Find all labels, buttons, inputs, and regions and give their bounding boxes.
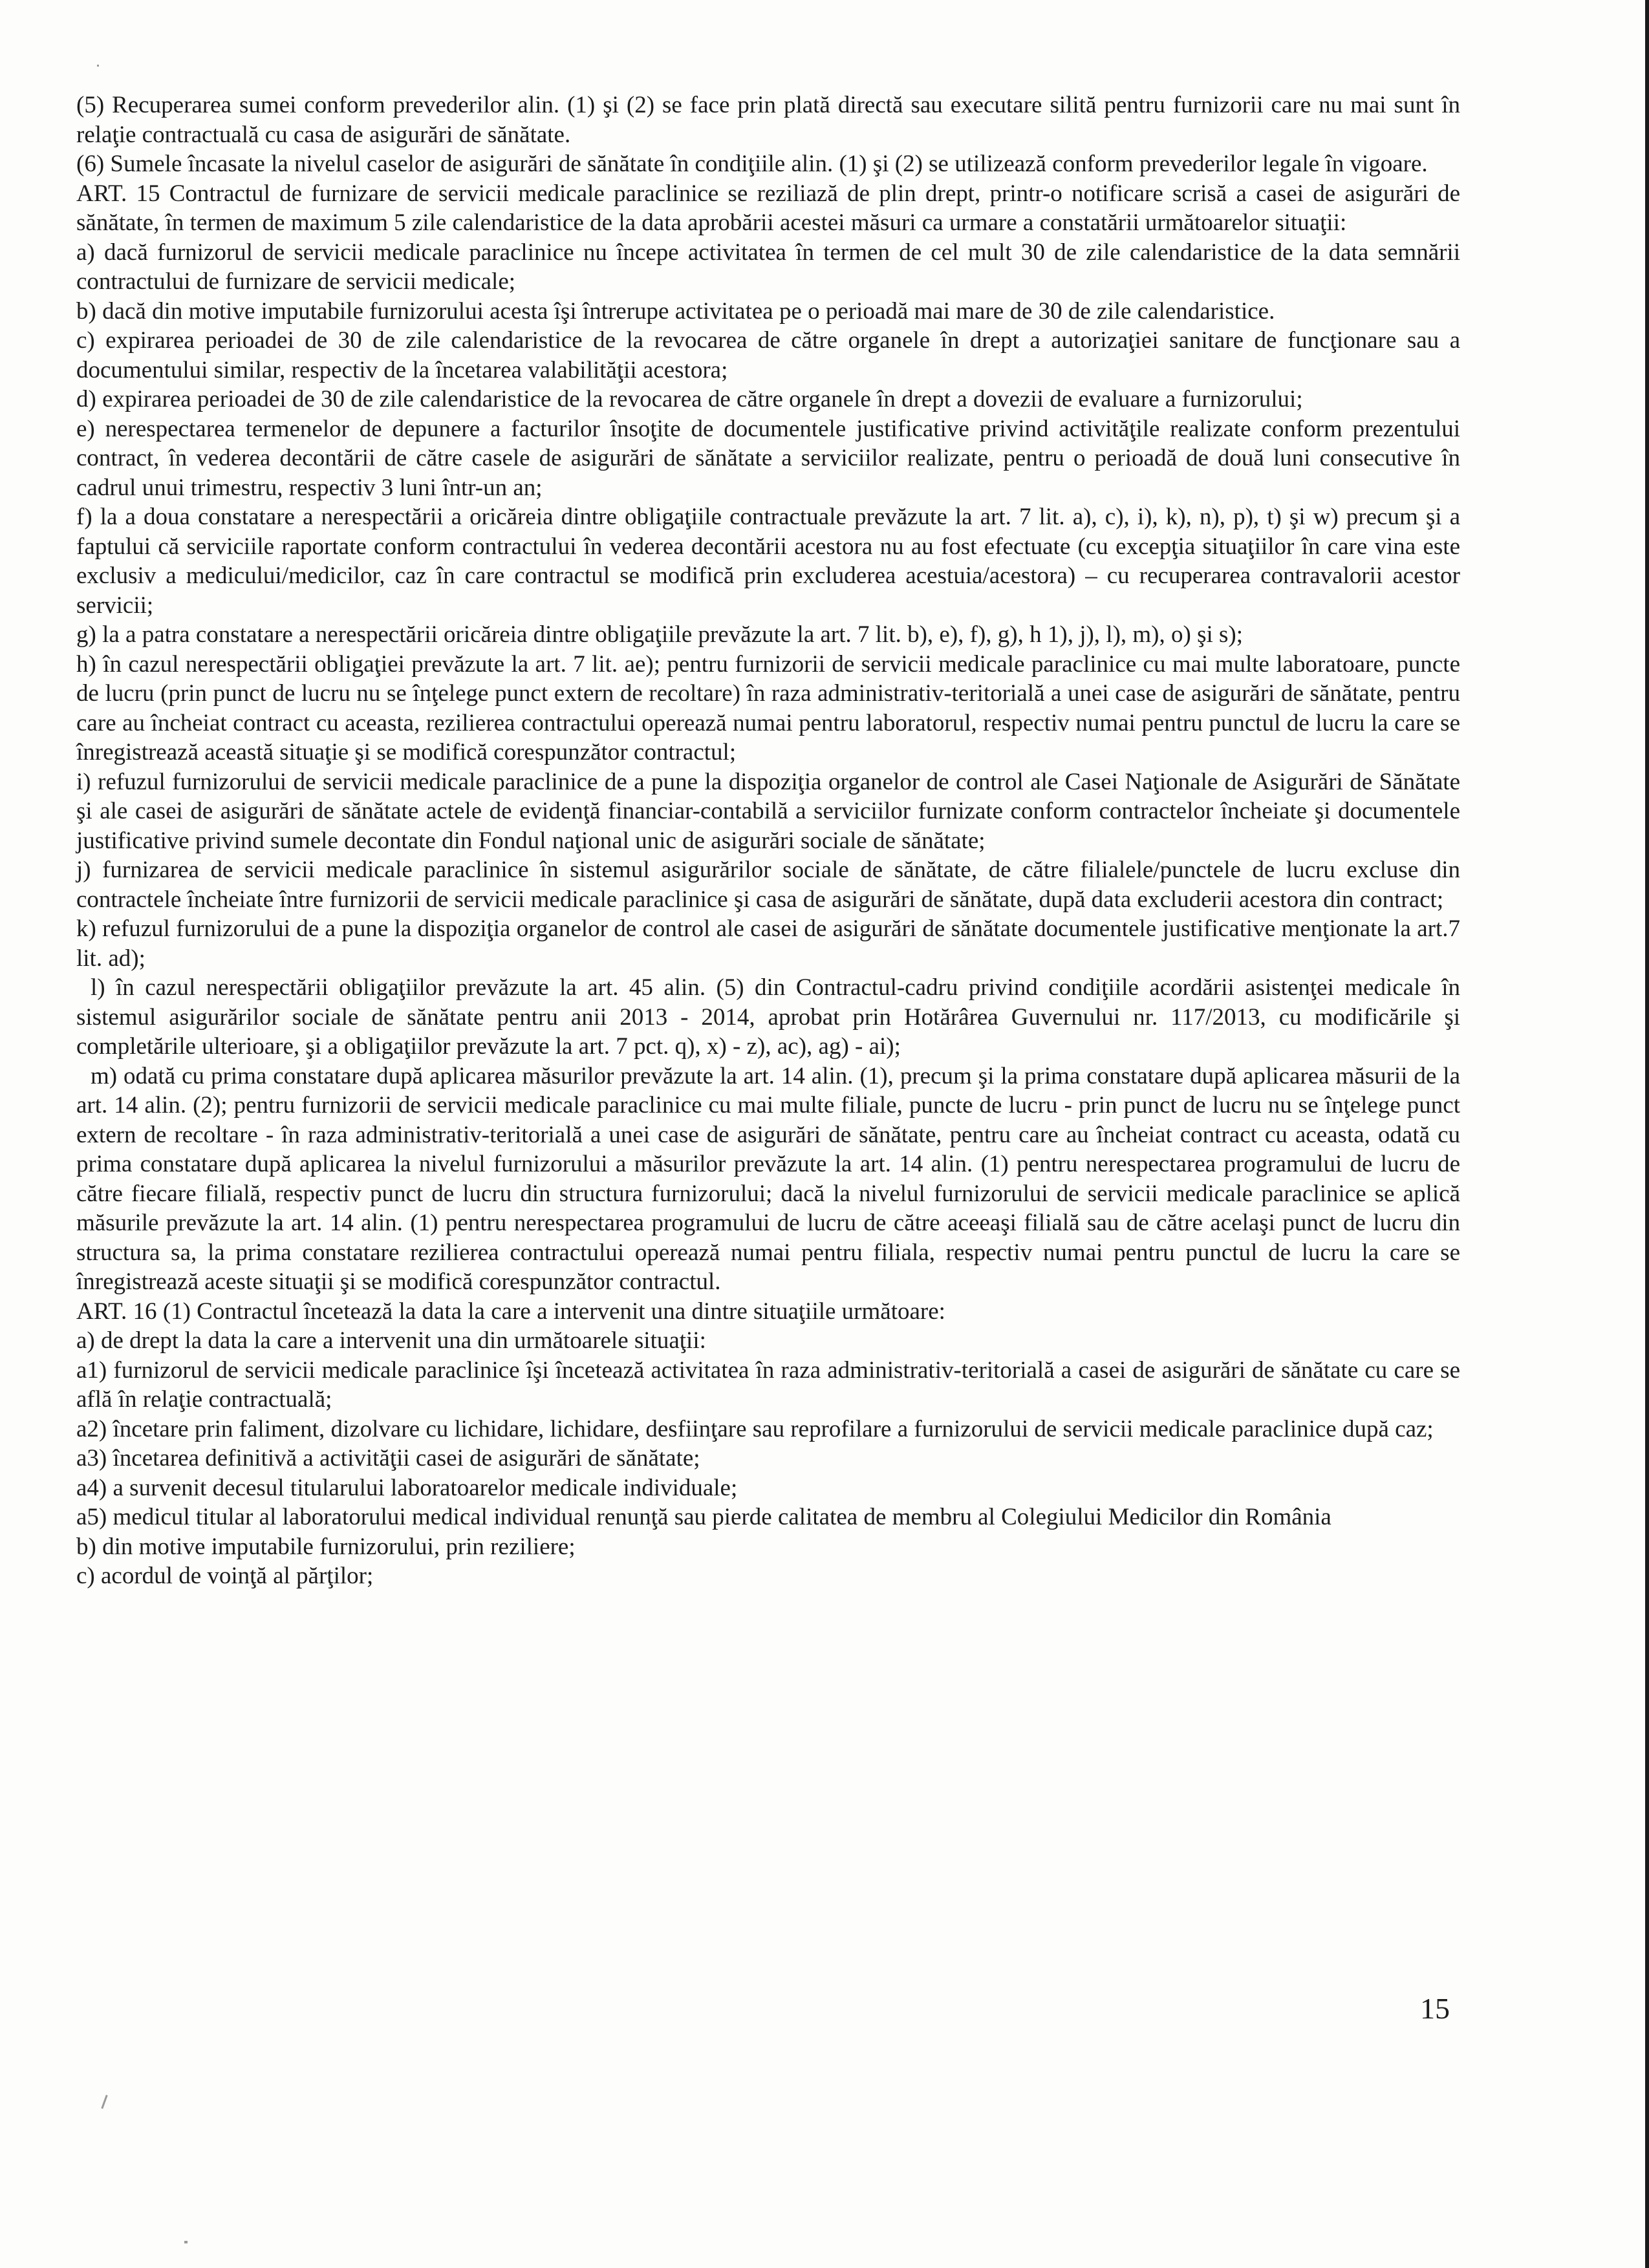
paragraph-art15-a: a) dacă furnizorul de servicii medicale paraclinice nu începe activitatea în termen de cel mult 30 de zile calendaristice de la data semnării contractului de furnizare de servicii medicale; (76, 239, 1460, 295)
paragraph-art16-b: b) din motive imputabile furnizorului, prin reziliere; (76, 1533, 576, 1560)
paragraph-art15-h: h) în cazul nerespectării obligaţiei prevăzute la art. 7 lit. ae); pentru furnizorii de servicii medicale paraclinice cu mai multe laboratoare, puncte de lucru (prin punct de lucru nu se înţelege punct extern de recoltare) în raza administrativ-teritorială a unei case de asigurări de sănătate, pentru care au încheiat contract cu aceasta, rezilierea contractului operează numai pentru laboratorul, respectiv numai pentru punctul de lucru la care se înregistrează această situaţie şi se modifică corespunzător contractul; (76, 650, 1460, 765)
paragraph-art15-g: g) la a patra constatare a nerespectării oricăreia dintre obligaţiile prevăzute la art. 7 lit. b), e), f), g), h 1), j), l), m), o) şi s); (76, 621, 1244, 648)
paragraph-art15-j: j) furnizarea de servicii medicale paraclinice în sistemul asigurărilor sociale de sănătate, de către filialele/punctele de lucru excluse din contractele încheiate între furnizorii de servicii medicale paraclinice şi casa de asigurări de sănătate, după data excluderii acestora din contract; (76, 857, 1460, 913)
scan-speck (184, 2241, 188, 2243)
scan-edge (1645, 0, 1649, 2268)
paragraph-art15-i: i) refuzul furnizorului de servicii medicale paraclinice de a pune la dispoziţia organelor de control ale Casei Naţionale de Asigurări de Sănătate şi ale casei de asigurări de sănătate actele de evidenţă financiar-contabilă a serviciilor furnizate conform contractelor încheiate şi documentele justificative privind sumele decontate din Fondul naţional unic de asigurări sociale de sănătate; (76, 768, 1460, 854)
page-number: 15 (1420, 1992, 1450, 2025)
paragraph-art15-c: c) expirarea perioadei de 30 de zile calendaristice de la revocarea de către organele în drept a autorizaţiei sanitare de funcţionare sau a documentului similar, respectiv de la încetarea valabilităţii acestora; (76, 327, 1460, 383)
paragraph-art16-intro: ART. 16 (1) Contractul încetează la data la care a intervenit una dintre situaţiile următoare: (76, 1298, 945, 1325)
paragraph-art15-b: b) dacă din motive imputabile furnizorului acesta îşi întrerupe activitatea pe o perioadă mai mare de 30 de zile calendaristice. (76, 297, 1275, 325)
paragraph-art15-k: k) refuzul furnizorului de a pune la dispoziţia organelor de control ale casei de asigurări de sănătate documentele justificative menţionate la art.7 lit. ad); (76, 915, 1460, 972)
paragraph-art16-c: c) acordul de voinţă al părţilor; (76, 1563, 374, 1589)
paragraph-art16-a4: a4) a survenit decesul titularului laboratoarelor medicale individuale; (76, 1474, 738, 1501)
paragraph-art15-m: m) odată cu prima constatare după aplicarea măsurilor prevăzute la art. 14 alin. (1), precum şi la prima constatare după aplicarea măsurii de la art. 14 alin. (2); pentru furnizorii de servicii medicale paraclinice cu mai multe filiale, puncte de lucru - prin punct de lucru nu se înţelege punct extern de recoltare - în raza administrativ-teritorială a unei case de asigurări de sănătate, pentru care au încheiat contract cu aceasta, odată cu prima constatare după aplicarea la nivelul furnizorului a măsurilor prevăzute la art. 14 alin. (1) pentru nerespectarea programului de lucru de către fiecare filială, respectiv punct de lucru din structura furnizorului; dacă la nivelul furnizorului de servicii medicale paraclinice se aplică măsurile prevăzute la art. 14 alin. (1) pentru nerespectarea programului de lucru de către aceeaşi filială sau de către acelaşi punct de lucru din structura sa, la prima constatare rezilierea contractului operează numai pentru filiala, respectiv numai pentru punctul de lucru la care se înregistrează aceste situaţii şi se modifică corespunzător contractul. (76, 1062, 1460, 1295)
paragraph-art15-intro: ART. 15 Contractul de furnizare de servicii medicale paraclinice se reziliază de plin drept, printr-o notificare scrisă a casei de asigurări de sănătate, în termen de maximum 5 zile calendaristice de la data aprobării acestei măsuri ca urmare a constatării următoarelor situaţii: (76, 180, 1460, 236)
paragraph-art16-a1: a1) furnizorul de servicii medicale paraclinice îşi încetează activitatea în raza administrativ-teritorială a casei de asigurări de sănătate cu care se află în relaţie contractuală; (76, 1356, 1460, 1413)
paragraph-art16-a: a) de drept la data la care a intervenit una din următoarele situaţii: (76, 1327, 706, 1354)
paragraph-art16-a3: a3) încetarea definitivă a activităţii casei de asigurări de sănătate; (76, 1445, 700, 1471)
paragraph-art14-alin6: (6) Sumele încasate la nivelul caselor de asigurări de sănătate în condiţiile alin. (1) şi (2) se utilizează conform prevederilor legale în vigoare. (76, 151, 1428, 177)
paragraph-art16-a5: a5) medicul titular al laboratorului medical individual renunţă sau pierde calitatea de membru al Colegiului Medicilor din România (76, 1504, 1331, 1530)
paragraph-art15-l: l) în cazul nerespectării obligaţiilor prevăzute la art. 45 alin. (5) din Contractul-cadru privind condiţiile acordării asistenţei medicale în sistemul asigurărilor sociale de sănătate pentru anii 2013 - 2014, aprobat prin Hotărârea Guvernului nr. 117/2013, cu modificările şi completările ulterioare, şi a obligaţiilor prevăzute la art. 7 pct. q), x) - z), ac), ag) - ai); (76, 974, 1460, 1060)
body-text (76, 91, 1460, 1591)
paragraph-art15-e: e) nerespectarea termenelor de depunere a facturilor însoţite de documentele justificative privind activităţile realizate conform prezentului contract, în vederea decontării de către casele de asigurări de sănătate a serviciilor realizate, pentru o perioadă de două luni consecutive în cadrul unui trimestru, respectiv 3 luni într-un an; (76, 415, 1460, 501)
scan-speck (101, 2095, 107, 2109)
paragraph-art16-a2: a2) încetare prin faliment, dizolvare cu lichidare, lichidare, desfiinţare sau reprofilare a furnizorului de servicii medicale paraclinice după caz; (76, 1415, 1434, 1442)
paragraph-art14-alin5: (5) Recuperarea sumei conform prevederilor alin. (1) şi (2) se face prin plată directă sau executare silită pentru furnizorii care nu mai sunt în relaţie contractuală cu casa de asigurări de sănătate. (76, 92, 1460, 148)
paragraph-art15-d: d) expirarea perioadei de 30 de zile calendaristice de la revocarea de către organele în drept a dovezii de evaluare a furnizorului; (76, 386, 1303, 412)
scan-speck (97, 65, 99, 67)
paragraph-art15-f: f) la a doua constatare a nerespectării a oricăreia dintre obligaţiile contractuale prevăzute la art. 7 lit. a), c), i), k), n), p), t) şi w) precum şi a faptului că serviciile raportate conform contractului în vederea decontării acestora nu au fost efectuate (cu excepţia situaţiilor în care vina este exclusiv a medicului/medicilor, caz în care contractul se modifică prin excluderea acestuia/acestora) – cu recuperarea contravalorii acestor servicii; (76, 504, 1460, 619)
